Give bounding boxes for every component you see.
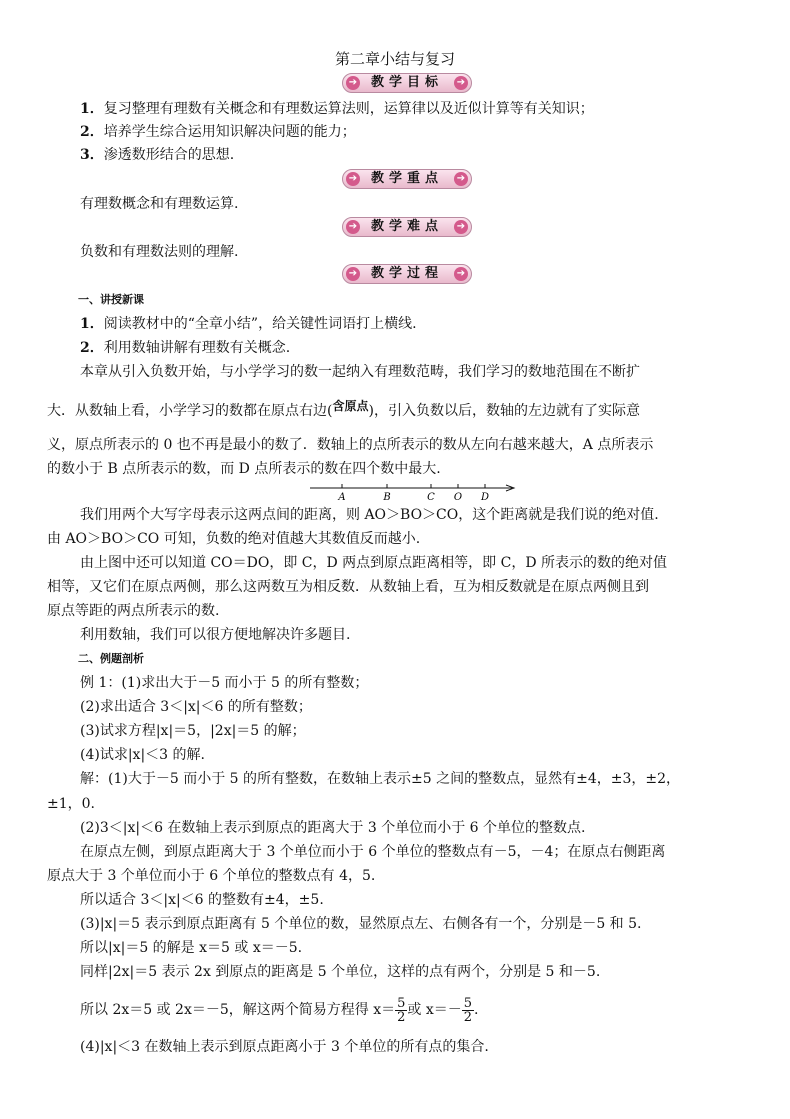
paragraph-line: 本章从引入负数开始，与小学学习的数一起纳入有理数范畴，我们学习的数地范围在不断扩 xyxy=(80,364,640,380)
step-2 xyxy=(80,339,290,357)
fraction-denominator: 2 xyxy=(397,1009,406,1025)
point-label-o: O xyxy=(453,492,463,503)
fraction-denominator: 2 xyxy=(463,1009,473,1025)
solution-line: ±1，0. xyxy=(47,796,95,812)
text-span: )，引入负数以后，数轴的左边就有了实际意 xyxy=(368,403,640,419)
chevron-right-icon: ➔ xyxy=(346,76,360,90)
solution-line: (4)|x|＜3 在数轴上表示到原点距离小于 3 个单位的所有点的集合. xyxy=(80,1039,489,1055)
objective-1 xyxy=(80,100,594,118)
paragraph-line: 相等，又它们在原点两侧，那么这两数互为相反数．从数轴上看，互为相反数就是在原点两侧且到 xyxy=(47,579,649,595)
banner-label: 教学过程 xyxy=(370,266,443,281)
banner-process xyxy=(342,264,472,284)
paragraph-line: 由上图中还可以知道 CO＝DO，即 C，D 两点到原点距离相等，即 C，D 所表示的数的绝对值 xyxy=(80,555,668,571)
example-question: 例 1：(1)求出大于－5 而小于 5 的所有整数； xyxy=(80,675,369,691)
banner-label: 教学重点 xyxy=(370,171,443,186)
solution-line: 在原点左侧，到原点距离大于 3 个单位而小于 6 个单位的整数点有－5，－4；在原点右侧距离 xyxy=(80,844,666,860)
paragraph-line: 原点等距的两点所表示的数. xyxy=(47,603,220,619)
chevron-right-icon: ➔ xyxy=(454,267,468,281)
fraction-numerator: 5 xyxy=(463,995,473,1011)
point-label-a: A xyxy=(338,492,346,503)
step-1 xyxy=(80,315,417,333)
solution-line xyxy=(80,993,479,1027)
section-heading: 一、讲授新课 xyxy=(78,293,144,306)
banner-label: 教学目标 xyxy=(370,75,443,90)
list-number: 2． xyxy=(80,340,104,356)
solution-line: 所以适合 3＜|x|＜6 的整数有±4，±5. xyxy=(80,892,324,908)
key-points-text: 有理数概念和有理数运算. xyxy=(80,196,239,212)
list-text: 渗透数形结合的思想. xyxy=(103,147,235,163)
paragraph-line: 义，原点所表示的 0 也不再是最小的数了．数轴上的点所表示的数从左向右越来越大，A 点所表示 xyxy=(47,437,654,453)
example-question: (4)试求|x|＜3 的解. xyxy=(80,747,205,763)
paragraph-line: 利用数轴，我们可以很方便地解决许多题目. xyxy=(80,627,351,643)
example-question: (3)试求方程|x|＝5，|2x|＝5 的解； xyxy=(80,723,306,739)
list-number: 3． xyxy=(80,147,104,163)
chevron-right-icon: ➔ xyxy=(454,172,468,186)
fraction-numerator: 5 xyxy=(397,995,406,1011)
section-heading: 二、例题剖析 xyxy=(78,652,144,665)
text-span: 所以 2x＝5 或 2x＝－5，解这两个简易方程得 x＝ xyxy=(80,1002,396,1018)
paragraph-line xyxy=(47,399,640,420)
text-span: . xyxy=(474,1002,479,1018)
chevron-right-icon: ➔ xyxy=(346,220,360,234)
objective-2 xyxy=(80,123,356,141)
text-span: 或 x＝－ xyxy=(407,1002,462,1018)
number-line xyxy=(300,478,522,504)
list-text: 阅读教材中的“全章小结”，给关键性词语打上横线. xyxy=(103,316,417,332)
list-text: 复习整理有理数有关概念和有理数运算法则，运算律以及近似计算等有关知识； xyxy=(103,101,594,117)
paragraph-line: 由 AO＞BO＞CO 可知，负数的绝对值越大其数值反而越小. xyxy=(47,531,421,547)
solution-line: (3)|x|＝5 表示到原点距离有 5 个单位的数，显然原点左、右侧各有一个，分别是－5 和 5. xyxy=(80,916,642,932)
chevron-right-icon: ➔ xyxy=(454,220,468,234)
text-span: 大．从数轴上看，小学学习的数都在原点右边( xyxy=(47,403,333,419)
point-label-b: B xyxy=(383,492,391,503)
page-title: 第二章小结与复习 xyxy=(334,50,455,68)
list-text: 培养学生综合运用知识解决问题的能力； xyxy=(103,124,356,140)
paragraph-line: 的数小于 B 点所表示的数，而 D 点所表示的数在四个数中最大. xyxy=(47,461,441,477)
list-text: 利用数轴讲解有理数有关概念. xyxy=(103,340,291,356)
solution-line: (2)3＜|x|＜6 在数轴上表示到原点的距离大于 3 个单位而小于 6 个单位的整数点. xyxy=(80,820,586,836)
inline-note: 含原点 xyxy=(332,399,369,413)
solution-line: 同样|2x|＝5 表示 2x 到原点的距离是 5 个单位，这样的点有两个，分别是 5 和－5. xyxy=(80,964,601,980)
solution-line: 解：(1)大于－5 而小于 5 的所有整数，在数轴上表示±5 之间的整数点，显然有±4，±3，±2， xyxy=(80,771,680,787)
objective-3 xyxy=(80,146,234,164)
chevron-right-icon: ➔ xyxy=(346,172,360,186)
point-label-c: C xyxy=(427,492,435,503)
banner-difficulties xyxy=(342,217,472,237)
paragraph-line: 我们用两个大写字母表示这两点间的距离，则 AO＞BO＞CO，这个距离就是我们说的绝对值. xyxy=(80,507,659,523)
banner-label: 教学难点 xyxy=(370,219,443,234)
fraction xyxy=(395,997,407,1024)
chevron-right-icon: ➔ xyxy=(454,76,468,90)
list-number: 2． xyxy=(80,124,104,140)
difficulties-text: 负数和有理数法则的理解. xyxy=(80,244,239,260)
list-number: 1． xyxy=(80,316,104,332)
banner-key-points xyxy=(342,169,472,189)
solution-line: 所以|x|＝5 的解是 x＝5 或 x＝－5. xyxy=(80,940,303,956)
banner-objectives xyxy=(342,73,472,93)
point-label-d: D xyxy=(480,492,490,503)
example-question: (2)求出适合 3＜|x|＜6 的所有整数； xyxy=(80,699,312,715)
list-number: 1． xyxy=(80,101,104,117)
fraction xyxy=(462,997,474,1024)
solution-line: 原点大于 3 个单位而小于 6 个单位的整数点有 4，5. xyxy=(47,868,376,884)
chevron-right-icon: ➔ xyxy=(346,267,360,281)
